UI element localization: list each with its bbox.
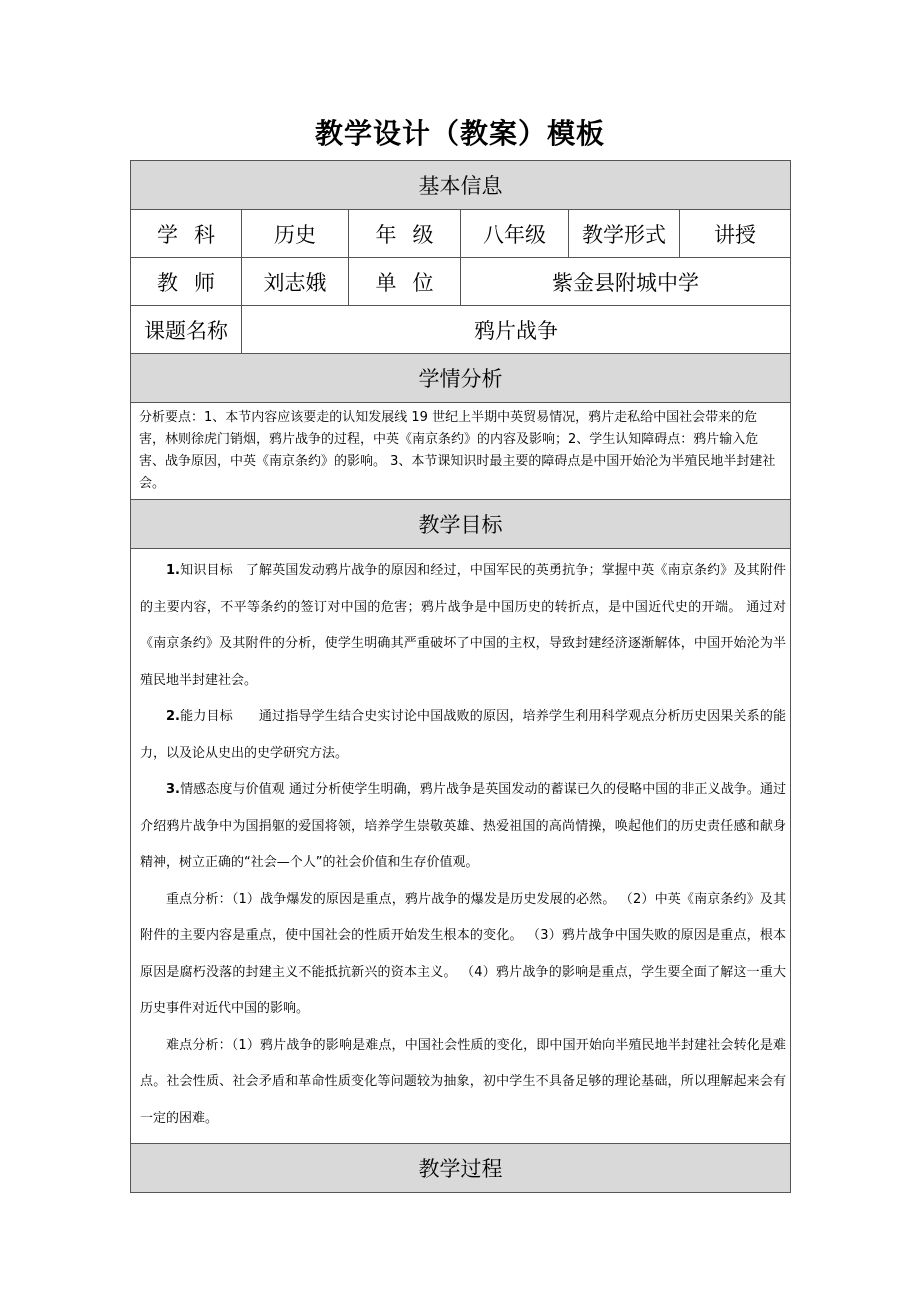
emotion-objective <box>140 772 786 882</box>
teacher-label: 教师 <box>131 258 242 306</box>
key-points: 重点分析：（1）战争爆发的原因是重点，鸦片战争的爆发是历史发展的必然。 （2）中英《南京条约》及其附件的主要内容是重点，使中国社会的性质开始发生根本的变化。 （3）鸦片战争中国失败的原因是重点，根本原因是腐朽没落的封建主义不能抵抗新兴的资本主义。 （4）鸦片战争的影响是重点，学生要全面了解这一重大历史事件对近代中国的影响。 <box>140 891 787 1016</box>
emotion-head: 3. <box>166 782 180 797</box>
knowledge-text: 了解英国发动鸦片战争的原因和经过，中国军民的英勇抗争；掌握中英《南京条约》及其附件的主要内容，不平等条约的签订对中国的危害；鸦片战争是中国历史的转折点，是中国近代史的开端。 通过对《南京条约》及其附件的分析，使学生明确其严重破坏了中国的主权，导致封建经济逐渐解体，中国开始沦为半殖民地半封建社会。 <box>140 563 787 688</box>
section-process: 教学过程 <box>131 1144 791 1193</box>
topic-value: 鸦片战争 <box>242 306 791 354</box>
lesson-plan-table <box>130 160 791 1193</box>
emotion-text: 通过分析使学生明确，鸦片战争是英国发动的蓄谋已久的侵略中国的非正义战争。通过介绍鸦片战争中为国捐躯的爱国将领，培养学生崇敬英雄、热爱祖国的高尚情操，唤起他们的历史责任感和献身精神，树立正确的“社会—个人”的社会价值和生存价值观。 <box>140 782 787 870</box>
section-learner-analysis: 学情分析 <box>131 354 791 403</box>
grade-label: 年级 <box>349 210 461 258</box>
section-basic-info: 基本信息 <box>131 161 791 210</box>
knowledge-label: 知识目标 <box>179 563 233 578</box>
topic-label: 课题名称 <box>131 306 242 354</box>
ability-objective <box>140 699 786 772</box>
emotion-label: 情感态度与价值观 <box>179 782 285 797</box>
document-title: 教学设计（教案）模板 <box>314 117 605 150</box>
ability-text: 通过指导学生结合史实讨论中国战败的原因，培养学生利用科学观点分析历史因果关系的能力，以及论从史出的史学研究方法。 <box>140 709 787 761</box>
section-objectives: 教学目标 <box>131 500 791 549</box>
format-value: 讲授 <box>680 210 791 258</box>
unit-label: 单位 <box>349 258 461 306</box>
objectives-content <box>131 549 791 1144</box>
knowledge-objective <box>140 553 786 699</box>
ability-label: 能力目标 <box>179 709 233 724</box>
subject-value: 历史 <box>242 210 349 258</box>
knowledge-head: 1. <box>166 563 180 578</box>
learner-analysis-text: 分析要点：1、本节内容应该要走的认知发展线 19 世纪上半期中英贸易情况，鸦片走私给中国社会带来的危害，林则徐虎门销烟，鸦片战争的过程，中英《南京条约》的内容及影响；2、学生认知障碍点：鸦片输入危害、战争原因，中英《南京条约》的影响。 3、本节课知识时最主要的障碍点是中国开始沦为半殖民地半封建社会。 <box>131 403 791 500</box>
grade-value: 八年级 <box>461 210 569 258</box>
ability-head: 2. <box>166 709 180 724</box>
unit-value: 紫金县附城中学 <box>461 258 791 306</box>
difficult-points: 难点分析：（1）鸦片战争的影响是难点，中国社会性质的变化，即中国开始向半殖民地半封建社会转化是难点。社会性质、社会矛盾和革命性质变化等问题较为抽象，初中学生不具备足够的理论基础，所以理解起来会有一定的困难。 <box>140 1037 787 1126</box>
subject-label: 学科 <box>131 210 242 258</box>
format-label: 教学形式 <box>569 210 680 258</box>
teacher-value: 刘志娥 <box>242 258 349 306</box>
